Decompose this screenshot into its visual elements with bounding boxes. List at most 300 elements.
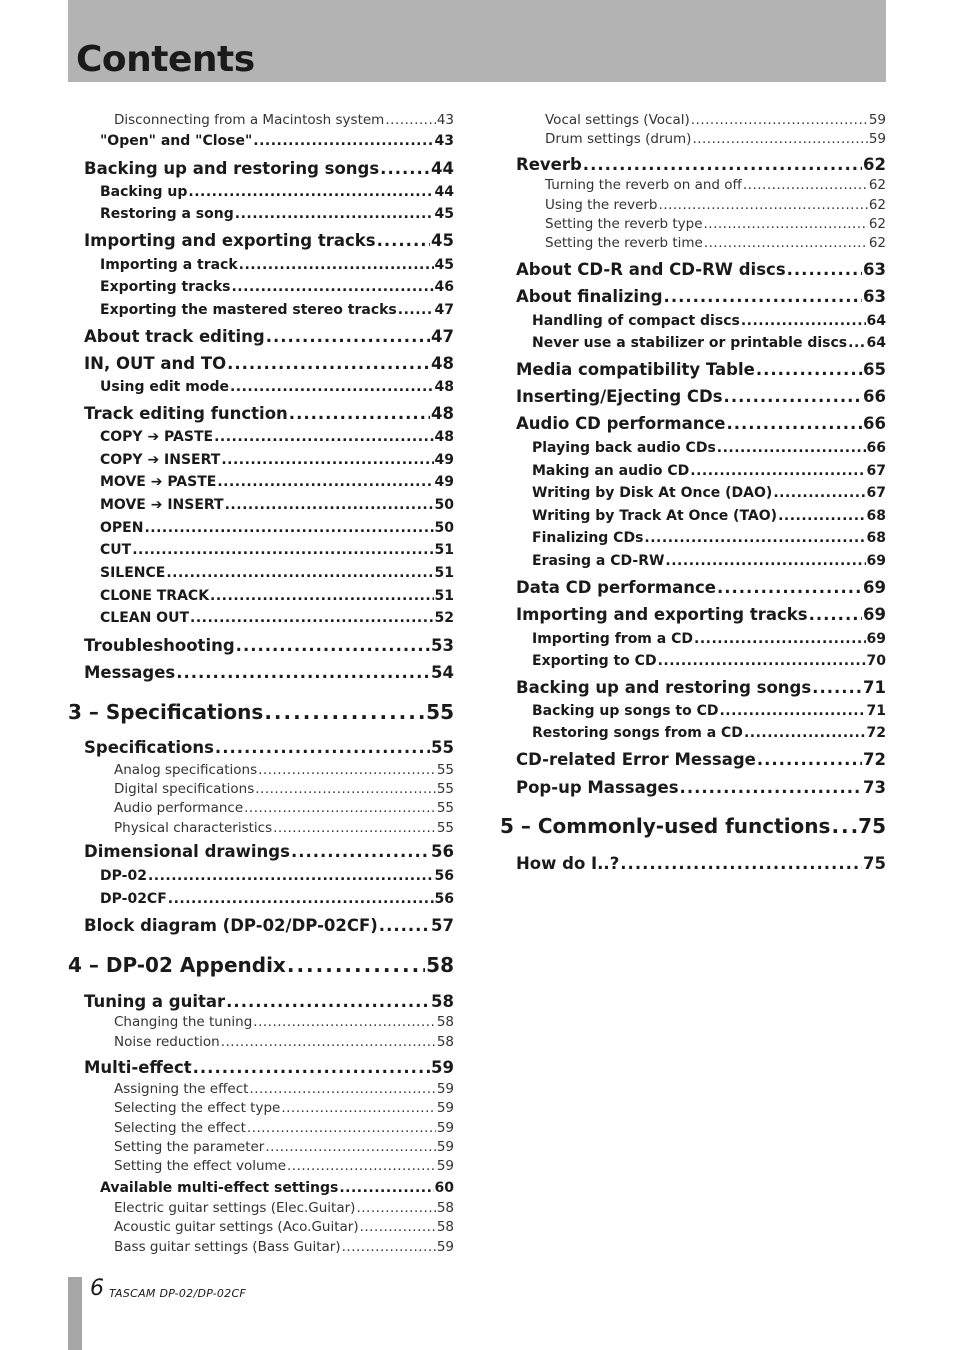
toc-leader-dots <box>664 287 862 306</box>
toc-entry-title: Inserting/Ejecting CDs <box>516 387 723 406</box>
toc-entry-sub[interactable] <box>532 530 886 546</box>
toc-entry-chapter[interactable] <box>500 814 886 838</box>
toc-entry-page: 44 <box>431 159 454 178</box>
toc-entry-section[interactable] <box>516 578 886 597</box>
toc-entry-subsub[interactable] <box>114 1239 454 1255</box>
toc-leader-dots <box>744 725 866 741</box>
toc-entry-title: 5 – Commonly-used functions <box>500 814 831 838</box>
toc-entry-page: 63 <box>863 287 886 306</box>
toc-entry-page: 71 <box>866 703 886 719</box>
toc-entry-title: Importing and exporting tracks <box>84 231 376 250</box>
toc-leader-dots <box>221 452 433 468</box>
toc-entry-page: 50 <box>434 497 454 513</box>
toc-entry-title: Exporting the mastered stereo tracks <box>100 302 397 318</box>
toc-entry-page: 75 <box>863 854 886 873</box>
toc-leader-dots <box>773 485 865 501</box>
toc-leader-dots <box>148 868 434 884</box>
toc-entry-title: DP-02 <box>100 868 147 884</box>
toc-entry-sub[interactable] <box>100 610 454 626</box>
toc-entry-subsub[interactable] <box>545 177 886 193</box>
toc-entry-page: 63 <box>863 260 886 279</box>
toc-leader-dots <box>756 360 862 379</box>
toc-entry-section[interactable] <box>516 287 886 306</box>
toc-entry-page: 55 <box>436 781 454 797</box>
toc-entry-title: Selecting the effect <box>114 1120 246 1136</box>
toc-leader-dots <box>380 159 430 178</box>
toc-entry-title: Exporting to CD <box>532 653 657 669</box>
toc-leader-dots <box>144 520 433 536</box>
toc-entry-title: Acoustic guitar settings (Aco.Guitar) <box>114 1219 359 1235</box>
header-band <box>68 0 886 82</box>
toc-entry-title: Block diagram (DP-02/DP-02CF) <box>84 916 378 935</box>
toc-entry-chapter[interactable] <box>68 700 454 724</box>
toc-entry-title: 3 – Specifications <box>68 700 264 724</box>
toc-entry-title: Backing up and restoring songs <box>516 678 812 697</box>
toc-leader-dots <box>692 131 867 147</box>
toc-leader-dots <box>215 738 430 757</box>
toc-entry-page: 58 <box>436 1219 454 1235</box>
toc-leader-dots <box>289 404 430 423</box>
toc-leader-dots <box>227 354 430 373</box>
toc-entry-page: 55 <box>436 800 454 816</box>
toc-entry-title: Electric guitar settings (Elec.Guitar) <box>114 1200 356 1216</box>
toc-entry-subsub[interactable] <box>114 1200 454 1216</box>
toc-entry-page: 48 <box>431 354 454 373</box>
toc-entry-page: 45 <box>431 231 454 250</box>
toc-entry-title: Finalizing CDs <box>532 530 644 546</box>
toc-entry-subsub[interactable] <box>114 1219 454 1235</box>
toc-entry-section[interactable] <box>84 738 454 757</box>
toc-leader-dots <box>620 854 862 873</box>
toc-entry-title: COPY ➔ PASTE <box>100 429 214 445</box>
toc-leader-dots <box>231 279 433 295</box>
toc-entry-section[interactable] <box>516 360 886 379</box>
toc-leader-dots <box>273 820 436 836</box>
toc-entry-title: Troubleshooting <box>84 636 235 655</box>
toc-entry-sub[interactable] <box>532 440 886 456</box>
toc-leader-dots <box>360 1219 436 1235</box>
toc-entry-sub[interactable] <box>532 335 886 351</box>
toc-entry-title: Setting the reverb time <box>545 235 703 251</box>
toc-entry-sub[interactable] <box>100 868 454 884</box>
toc-entry-title: CLONE TRACK <box>100 588 210 604</box>
toc-entry-page: 49 <box>434 452 454 468</box>
toc-entry-sub[interactable] <box>100 588 454 604</box>
toc-entry-sub[interactable] <box>100 891 454 907</box>
toc-leader-dots <box>385 112 435 128</box>
footer-brand: TASCAM DP-02/DP-02CF <box>109 1287 247 1300</box>
toc-entry-title: Backing up and restoring songs <box>84 159 380 178</box>
toc-entry-title: Restoring songs from a CD <box>532 725 743 741</box>
toc-leader-dots <box>741 313 866 329</box>
toc-entry-subsub[interactable] <box>114 762 454 778</box>
toc-entry-title: Bass guitar settings (Bass Guitar) <box>114 1239 341 1255</box>
toc-entry-subsub[interactable] <box>545 131 886 147</box>
toc-entry-page: 52 <box>434 610 454 626</box>
toc-leader-dots <box>188 184 433 200</box>
toc-entry-section[interactable] <box>84 354 454 373</box>
toc-entry-title: MOVE ➔ PASTE <box>100 474 217 490</box>
toc-entry-section[interactable] <box>516 387 886 406</box>
toc-leader-dots <box>221 1034 436 1050</box>
toc-entry-sub[interactable] <box>100 565 454 581</box>
toc-entry-title: Using the reverb <box>545 197 658 213</box>
toc-entry-sub[interactable] <box>532 508 886 524</box>
toc-entry-sub[interactable] <box>100 474 454 490</box>
toc-leader-dots <box>264 700 425 724</box>
toc-entry-title: Changing the tuning <box>114 1014 253 1030</box>
toc-entry-title: Data CD performance <box>516 578 716 597</box>
toc-entry-section[interactable] <box>84 231 454 250</box>
toc-entry-subsub[interactable] <box>114 1034 454 1050</box>
toc-entry-section[interactable] <box>516 155 886 174</box>
toc-entry-page: 55 <box>431 738 454 757</box>
toc-entry-section[interactable] <box>84 916 454 935</box>
toc-entry-title: Messages <box>84 663 176 682</box>
toc-entry-page: 49 <box>434 474 454 490</box>
toc-leader-dots <box>377 231 430 250</box>
toc-entry-page: 59 <box>436 1100 454 1116</box>
toc-entry-title: "Open" and "Close" <box>100 133 253 149</box>
toc-leader-dots <box>809 605 862 624</box>
toc-entry-title: MOVE ➔ INSERT <box>100 497 224 513</box>
toc-entry-sub[interactable] <box>100 497 454 513</box>
toc-entry-title: DP-02CF <box>100 891 167 907</box>
toc-entry-subsub[interactable] <box>545 216 886 232</box>
toc-leader-dots <box>694 631 866 647</box>
toc-leader-dots <box>717 440 866 456</box>
toc-entry-page: 55 <box>436 820 454 836</box>
toc-leader-dots <box>398 302 434 318</box>
toc-entry-page: 48 <box>434 379 454 395</box>
toc-entry-title: Importing from a CD <box>532 631 693 647</box>
toc-entry-title: Drum settings (drum) <box>545 131 692 147</box>
toc-entry-page: 65 <box>863 360 886 379</box>
toc-entry-title: Backing up <box>100 184 188 200</box>
toc-entry-title: Writing by Track At Once (TAO) <box>532 508 778 524</box>
toc-entry-title: CLEAN OUT <box>100 610 190 626</box>
toc-entry-page: 48 <box>434 429 454 445</box>
toc-entry-page: 58 <box>436 1014 454 1030</box>
toc-entry-page: 44 <box>434 184 454 200</box>
toc-entry-page: 56 <box>431 842 454 861</box>
toc-entry-title: Track editing function <box>84 404 288 423</box>
toc-entry-page: 58 <box>431 992 454 1011</box>
toc-entry-page: 51 <box>434 565 454 581</box>
toc-leader-dots <box>226 992 430 1011</box>
toc-entry-page: 66 <box>863 414 886 433</box>
toc-entry-page: 59 <box>436 1158 454 1174</box>
toc-entry-page: 47 <box>434 302 454 318</box>
toc-entry-page: 67 <box>866 485 886 501</box>
toc-entry-chapter[interactable] <box>68 953 454 977</box>
toc-leader-dots <box>724 387 862 406</box>
toc-entry-subsub[interactable] <box>545 235 886 251</box>
toc-leader-dots <box>255 781 436 797</box>
toc-entry-page: 58 <box>426 953 454 977</box>
toc-entry-sub[interactable] <box>532 725 886 741</box>
toc-entry-title: Setting the effect volume <box>114 1158 287 1174</box>
toc-leader-dots <box>726 414 862 433</box>
toc-entry-section[interactable] <box>84 636 454 655</box>
toc-entry-page: 62 <box>868 216 886 232</box>
toc-leader-dots <box>176 663 430 682</box>
toc-leader-dots <box>704 216 868 232</box>
toc-entry-sub[interactable] <box>532 485 886 501</box>
toc-entry-title: Analog specifications <box>114 762 258 778</box>
toc-entry-page: 56 <box>434 891 454 907</box>
toc-entry-title: Erasing a CD-RW <box>532 553 665 569</box>
toc-entry-sub[interactable] <box>100 452 454 468</box>
toc-leader-dots <box>287 953 425 977</box>
toc-entry-page: 71 <box>863 678 886 697</box>
toc-entry-section[interactable] <box>84 1058 454 1077</box>
toc-entry-sub[interactable] <box>100 279 454 295</box>
toc-leader-dots <box>236 636 430 655</box>
toc-entry-title: Physical characteristics <box>114 820 273 836</box>
toc-leader-dots <box>291 842 430 861</box>
toc-entry-sub[interactable] <box>532 313 886 329</box>
toc-leader-dots <box>225 497 434 513</box>
toc-entry-page: 64 <box>866 335 886 351</box>
toc-entry-sub[interactable] <box>532 703 886 719</box>
toc-entry-subsub[interactable] <box>114 820 454 836</box>
toc-entry-title: Audio CD performance <box>516 414 726 433</box>
toc-leader-dots <box>239 257 434 273</box>
toc-entry-page: 45 <box>434 257 454 273</box>
toc-entry-subsub[interactable] <box>545 197 886 213</box>
toc-entry-page: 72 <box>863 750 886 769</box>
toc-entry-page: 57 <box>431 916 454 935</box>
toc-entry-title: CUT <box>100 542 132 558</box>
toc-entry-sub[interactable] <box>100 133 454 149</box>
toc-entry-section[interactable] <box>516 750 886 769</box>
toc-entry-title: Importing a track <box>100 257 238 273</box>
toc-leader-dots <box>244 800 436 816</box>
toc-entry-title: Reverb <box>516 155 582 174</box>
toc-entry-title: About CD-R and CD-RW discs <box>516 260 786 279</box>
toc-entry-section[interactable] <box>516 414 886 433</box>
toc-entry-title: IN, OUT and TO <box>84 354 227 373</box>
toc-entry-page: 43 <box>434 133 454 149</box>
toc-entry-title: Using edit mode <box>100 379 229 395</box>
toc-entry-page: 56 <box>434 868 454 884</box>
toc-entry-page: 51 <box>434 588 454 604</box>
toc-entry-page: 70 <box>866 653 886 669</box>
toc-entry-page: 45 <box>434 206 454 222</box>
toc-leader-dots <box>287 1158 436 1174</box>
toc-entry-title: Audio performance <box>114 800 244 816</box>
toc-entry-title: About finalizing <box>516 287 663 306</box>
toc-leader-dots <box>583 155 862 174</box>
toc-leader-dots <box>848 335 865 351</box>
toc-entry-title: Media compatibility Table <box>516 360 755 379</box>
toc-entry-subsub[interactable] <box>114 781 454 797</box>
toc-entry-sub[interactable] <box>100 429 454 445</box>
toc-entry-sub[interactable] <box>100 1180 454 1196</box>
toc-entry-section[interactable] <box>84 327 454 346</box>
toc-leader-dots <box>193 1058 430 1077</box>
toc-entry-sub[interactable] <box>100 520 454 536</box>
toc-entry-section[interactable] <box>516 678 886 697</box>
toc-leader-dots <box>787 260 862 279</box>
toc-entry-page: 59 <box>868 131 886 147</box>
toc-entry-page: 53 <box>431 636 454 655</box>
toc-entry-title: Digital specifications <box>114 781 255 797</box>
toc-entry-subsub[interactable] <box>114 112 454 128</box>
toc-entry-page: 62 <box>863 155 886 174</box>
toc-entry-title: Pop-up Massages <box>516 778 679 797</box>
toc-entry-sub[interactable] <box>532 463 886 479</box>
toc-entry-page: 66 <box>866 440 886 456</box>
toc-entry-title: COPY ➔ INSERT <box>100 452 221 468</box>
toc-entry-title: Exporting tracks <box>100 279 231 295</box>
toc-entry-title: Backing up songs to CD <box>532 703 719 719</box>
toc-entry-page: 64 <box>866 313 886 329</box>
toc-entry-page: 47 <box>431 327 454 346</box>
toc-entry-title: Handling of compact discs <box>532 313 740 329</box>
toc-entry-title: Tuning a guitar <box>84 992 226 1011</box>
toc-entry-title: Dimensional drawings <box>84 842 290 861</box>
toc-entry-section[interactable] <box>84 159 454 178</box>
toc-leader-dots <box>253 1014 436 1030</box>
toc-entry-sub[interactable] <box>100 184 454 200</box>
toc-entry-page: 51 <box>434 542 454 558</box>
toc-entry-subsub[interactable] <box>545 112 886 128</box>
toc-leader-dots <box>230 379 434 395</box>
toc-leader-dots <box>831 814 857 838</box>
toc-entry-title: Never use a stabilizer or printable discs <box>532 335 848 351</box>
toc-entry-title: SILENCE <box>100 565 166 581</box>
toc-entry-subsub[interactable] <box>114 1100 454 1116</box>
toc-entry-title: 4 – DP-02 Appendix <box>68 953 286 977</box>
toc-entry-page: 59 <box>431 1058 454 1077</box>
toc-entry-section[interactable] <box>84 842 454 861</box>
toc-entry-page: 75 <box>858 814 886 838</box>
toc-entry-subsub[interactable] <box>114 1139 454 1155</box>
toc-entry-page: 67 <box>866 463 886 479</box>
toc-entry-sub[interactable] <box>100 206 454 222</box>
toc-entry-section[interactable] <box>84 663 454 682</box>
toc-entry-page: 54 <box>431 663 454 682</box>
toc-entry-sub[interactable] <box>100 379 454 395</box>
toc-entry-page: 50 <box>434 520 454 536</box>
page-title: Contents <box>76 39 255 80</box>
toc-entry-subsub[interactable] <box>114 1014 454 1030</box>
toc-entry-page: 60 <box>434 1180 454 1196</box>
toc-leader-dots <box>812 678 862 697</box>
toc-entry-page: 55 <box>426 700 454 724</box>
toc-leader-dots <box>659 197 868 213</box>
toc-leader-dots <box>166 565 433 581</box>
toc-entry-title: Importing and exporting tracks <box>516 605 808 624</box>
toc-leader-dots <box>249 1081 435 1097</box>
toc-entry-title: How do I..? <box>516 854 620 873</box>
toc-entry-title: Turning the reverb on and off <box>545 177 742 193</box>
toc-leader-dots <box>210 588 433 604</box>
toc-entry-subsub[interactable] <box>114 1081 454 1097</box>
toc-entry-page: 62 <box>868 177 886 193</box>
toc-leader-dots <box>265 1139 435 1155</box>
footer-tab-bar <box>68 1277 82 1350</box>
footer-page-number: 6 <box>90 1276 104 1301</box>
toc-entry-page: 62 <box>868 197 886 213</box>
toc-entry-page: 48 <box>431 404 454 423</box>
toc-entry-page: 69 <box>866 553 886 569</box>
toc-entry-title: Multi-effect <box>84 1058 192 1077</box>
toc-entry-sub[interactable] <box>532 631 886 647</box>
toc-entry-title: Disconnecting from a Macintosh system <box>114 112 385 128</box>
toc-entry-section[interactable] <box>516 605 886 624</box>
toc-entry-title: Setting the reverb type <box>545 216 703 232</box>
toc-entry-page: 58 <box>436 1034 454 1050</box>
toc-entry-section[interactable] <box>84 992 454 1011</box>
toc-leader-dots <box>665 553 865 569</box>
toc-leader-dots <box>717 578 862 597</box>
toc-leader-dots <box>190 610 434 626</box>
toc-entry-subsub[interactable] <box>114 800 454 816</box>
toc-leader-dots <box>658 653 866 669</box>
toc-leader-dots <box>644 530 865 546</box>
toc-leader-dots <box>690 463 865 479</box>
toc-entry-section[interactable] <box>516 778 886 797</box>
toc-entry-title: Restoring a song <box>100 206 234 222</box>
toc-entry-title: Making an audio CD <box>532 463 690 479</box>
toc-leader-dots <box>691 112 868 128</box>
toc-entry-subsub[interactable] <box>114 1120 454 1136</box>
toc-leader-dots <box>704 235 868 251</box>
toc-entry-page: 66 <box>863 387 886 406</box>
toc-entry-title: OPEN <box>100 520 144 536</box>
toc-leader-dots <box>214 429 433 445</box>
toc-entry-page: 68 <box>866 530 886 546</box>
toc-entry-page: 58 <box>436 1200 454 1216</box>
toc-leader-dots <box>235 206 434 222</box>
toc-entry-page: 46 <box>434 279 454 295</box>
toc-entry-page: 69 <box>863 605 886 624</box>
toc-leader-dots <box>132 542 433 558</box>
toc-entry-title: Assigning the effect <box>114 1081 249 1097</box>
toc-leader-dots <box>778 508 865 524</box>
toc-entry-sub[interactable] <box>532 553 886 569</box>
toc-leader-dots <box>719 703 865 719</box>
toc-leader-dots <box>281 1100 435 1116</box>
toc-entry-section[interactable] <box>516 854 886 873</box>
toc-entry-sub[interactable] <box>532 653 886 669</box>
toc-entry-title: Writing by Disk At Once (DAO) <box>532 485 773 501</box>
toc-entry-section[interactable] <box>84 404 454 423</box>
toc-entry-sub[interactable] <box>100 302 454 318</box>
toc-entry-section[interactable] <box>516 260 886 279</box>
toc-entry-page: 59 <box>436 1239 454 1255</box>
toc-entry-title: Vocal settings (Vocal) <box>545 112 690 128</box>
toc-leader-dots <box>680 778 862 797</box>
toc-entry-page: 59 <box>436 1120 454 1136</box>
toc-leader-dots <box>217 474 433 490</box>
toc-entry-page: 59 <box>436 1081 454 1097</box>
toc-entry-title: Setting the parameter <box>114 1139 265 1155</box>
toc-leader-dots <box>258 762 436 778</box>
toc-entry-sub[interactable] <box>100 257 454 273</box>
toc-entry-sub[interactable] <box>100 542 454 558</box>
toc-entry-page: 59 <box>436 1139 454 1155</box>
toc-entry-subsub[interactable] <box>114 1158 454 1174</box>
toc-leader-dots <box>743 177 868 193</box>
toc-leader-dots <box>247 1120 436 1136</box>
toc-leader-dots <box>339 1180 433 1196</box>
toc-entry-page: 62 <box>868 235 886 251</box>
toc-entry-title: Playing back audio CDs <box>532 440 716 456</box>
